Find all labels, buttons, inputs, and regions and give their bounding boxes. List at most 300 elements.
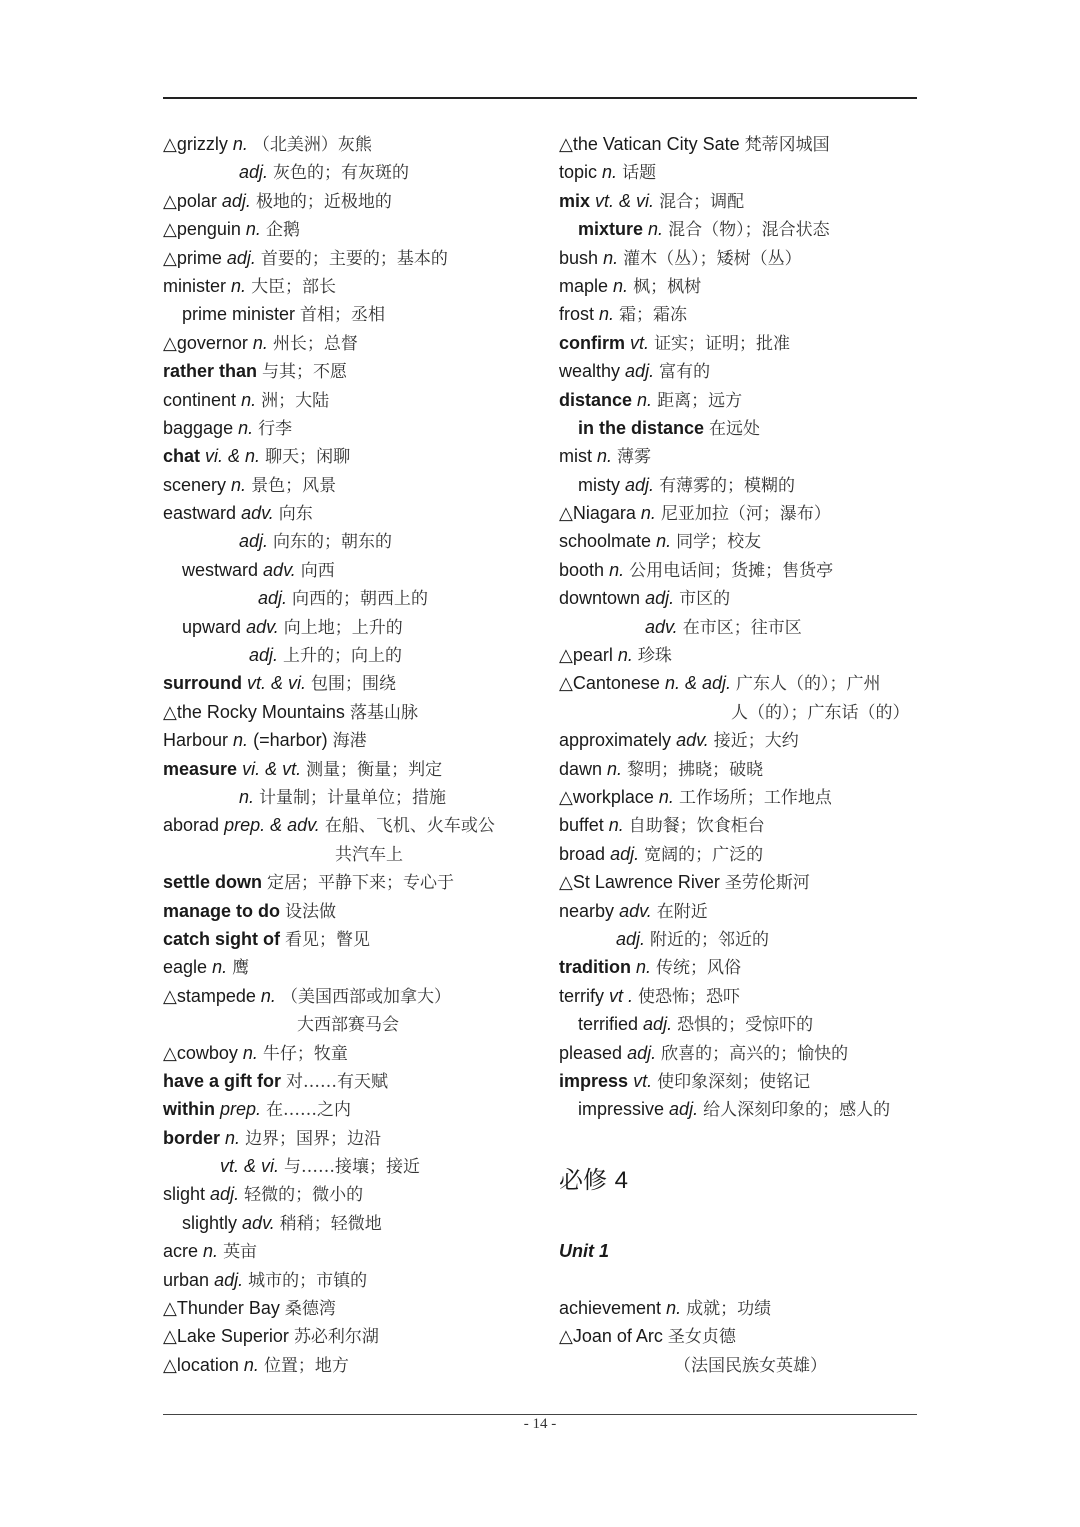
- definition-zh: 在远处: [709, 418, 761, 439]
- headword: △St Lawrence River: [559, 872, 720, 893]
- headword: border: [163, 1127, 221, 1148]
- vocab-entry: [163, 982, 543, 1010]
- definition-zh: 鹰: [232, 958, 250, 979]
- part-of-speech: n.: [225, 1127, 241, 1148]
- headword: surround: [163, 673, 242, 694]
- definition-zh: 使恐怖；恐吓: [638, 986, 741, 1007]
- part-of-speech: adv.: [619, 900, 652, 921]
- definition-zh: 人（的）；广东话（的）: [731, 702, 910, 723]
- definition-zh: 向东的；朝东的: [273, 532, 393, 553]
- definition-zh: （北美洲）灰熊: [252, 135, 372, 155]
- headword: mist: [559, 446, 592, 467]
- headword: rather than: [163, 361, 258, 382]
- definition-zh: 包围；围绕: [311, 674, 397, 695]
- definition-zh: 极地的；近极地的: [255, 191, 392, 212]
- vocab-entry: [559, 527, 939, 555]
- definition-zh: 圣女贞德: [667, 1327, 736, 1348]
- definition-zh: 灰色的；有灰斑的: [273, 163, 410, 184]
- part-of-speech: n.: [241, 389, 257, 410]
- headword: bush: [559, 247, 599, 268]
- definition-zh: 向西: [300, 560, 335, 581]
- vocab-entry: [163, 1294, 543, 1322]
- definition-zh: 在……之内: [266, 1100, 352, 1121]
- part-of-speech: vi. & vt.: [242, 758, 302, 779]
- vocab-entry: [163, 840, 543, 868]
- left-column: [163, 130, 543, 1379]
- vocab-entry: [163, 244, 543, 272]
- part-of-speech: n.: [607, 758, 623, 779]
- spacer: [559, 1209, 939, 1237]
- definition-zh: 市区的: [679, 589, 731, 610]
- part-of-speech: adj.: [616, 928, 646, 949]
- vocab-entry: [559, 613, 939, 641]
- vocab-entry: [559, 357, 939, 385]
- headword: confirm: [559, 332, 626, 353]
- part-of-speech: adv.: [263, 559, 296, 580]
- headword: pleased: [559, 1042, 623, 1063]
- definition-zh: 证实；证明；批准: [654, 333, 791, 354]
- part-of-speech: n.: [212, 957, 228, 978]
- headword: aborad: [163, 815, 220, 836]
- vocab-entry: [559, 868, 939, 896]
- headword: upward: [182, 616, 242, 637]
- vocab-entry: [163, 1180, 543, 1208]
- part-of-speech: adj.: [625, 474, 655, 495]
- headword: urban: [163, 1269, 210, 1290]
- part-of-speech: n.: [242, 1042, 258, 1063]
- definition-zh: 黎明；拂晓；破晓: [627, 759, 764, 780]
- part-of-speech: adj.: [239, 531, 269, 552]
- vocab-entry: [163, 1095, 543, 1123]
- headword: achievement: [559, 1298, 662, 1319]
- headword: terrify: [559, 985, 604, 1006]
- vocab-entry: [163, 300, 543, 328]
- vocab-entry: [163, 556, 543, 584]
- definition-zh: 与其；不愿: [262, 362, 348, 383]
- part-of-speech: vt .: [609, 985, 634, 1006]
- part-of-speech: prep.: [220, 1099, 262, 1120]
- part-of-speech: adv.: [241, 503, 274, 524]
- headword: manage to do: [163, 900, 281, 921]
- definition-zh: 灌木（丛）；矮树（丛）: [623, 248, 802, 269]
- definition-zh: 定居；平静下来；专心于: [267, 873, 455, 894]
- vocab-entry: [559, 386, 939, 414]
- part-of-speech: adj.: [226, 247, 256, 268]
- headword: within: [163, 1099, 215, 1120]
- definition-zh: 工作场所；工作地点: [678, 787, 832, 808]
- headword: △prime: [163, 247, 222, 268]
- part-of-speech: n.: [232, 134, 248, 154]
- headword: booth: [559, 559, 605, 580]
- variant-spelling: (=harbor): [253, 730, 328, 751]
- definition-zh: 附近的；邻近的: [650, 929, 770, 950]
- part-of-speech: n.: [233, 730, 249, 751]
- part-of-speech: n.: [239, 786, 255, 807]
- vocab-entry: [559, 982, 939, 1010]
- vocab-entry: [163, 329, 543, 357]
- definition-zh: 使印象深刻；使铭记: [657, 1071, 811, 1092]
- part-of-speech: n.: [609, 559, 625, 580]
- section-heading-zh: 必修: [559, 1166, 607, 1195]
- vocab-entry: [163, 925, 543, 953]
- part-of-speech: n.: [666, 1298, 682, 1319]
- vocab-entry: [559, 130, 939, 158]
- vocab-entry: [163, 1351, 543, 1379]
- definition-zh: 首相；丞相: [300, 305, 386, 326]
- definition-zh: 向西的；朝西上的: [292, 589, 429, 610]
- part-of-speech: n.: [245, 219, 261, 240]
- part-of-speech: n.: [637, 389, 653, 410]
- definition-zh: 混合；调配: [659, 191, 745, 212]
- headword: △Joan of Arc: [559, 1326, 663, 1347]
- vocab-entry: [559, 1351, 939, 1379]
- headword: slight: [163, 1184, 206, 1205]
- definition-zh: 边界；国界；边沿: [245, 1128, 382, 1149]
- part-of-speech: n.: [231, 474, 247, 495]
- definition-zh: 有薄雾的；模糊的: [659, 475, 796, 496]
- vocab-entry: [559, 329, 939, 357]
- section-heading-number: 4: [614, 1167, 628, 1195]
- vocab-entry: [163, 442, 543, 470]
- headword: baggage: [163, 417, 234, 438]
- definition-zh: 城市的；市镇的: [248, 1270, 368, 1291]
- spacer: [559, 1124, 939, 1152]
- vocab-entry: [559, 953, 939, 981]
- headword: measure: [163, 758, 238, 779]
- headword: △Niagara: [559, 503, 636, 524]
- definition-zh: 在市区；往市区: [682, 617, 802, 638]
- definition-zh: 富有的: [659, 362, 711, 383]
- definition-zh: 轻微的；微小的: [244, 1185, 364, 1206]
- headword: eagle: [163, 957, 208, 978]
- vocab-entry: [559, 811, 939, 839]
- definition-zh: 大西部赛马会: [297, 1015, 399, 1036]
- definition-zh: 薄雾: [617, 447, 652, 468]
- headword: △governor: [163, 332, 248, 353]
- definition-zh: 恐惧的；受惊吓的: [677, 1015, 814, 1036]
- definition-zh: 枫；枫树: [633, 276, 702, 297]
- part-of-speech: n.: [260, 985, 276, 1006]
- definition-zh: 洲；大陆: [261, 390, 330, 411]
- vocab-entry: [163, 215, 543, 243]
- headword: impress: [559, 1070, 629, 1091]
- part-of-speech: adj.: [214, 1269, 244, 1290]
- part-of-speech: adv.: [645, 616, 678, 637]
- definition-zh: 接近；大约: [713, 731, 799, 752]
- vocab-entry: [163, 613, 543, 641]
- part-of-speech: n.: [231, 275, 247, 296]
- definition-zh: 话题: [622, 163, 657, 184]
- vocab-entry: [559, 783, 939, 811]
- headword: △penguin: [163, 219, 241, 240]
- definition-zh: 苏必利尔湖: [293, 1327, 379, 1348]
- definition-zh: 广东人（的）；广州: [736, 674, 881, 695]
- headword: △Thunder Bay: [163, 1298, 280, 1319]
- headword: nearby: [559, 900, 615, 921]
- headword: chat: [163, 446, 201, 467]
- definition-zh: 计量制；计量单位；措施: [259, 787, 447, 808]
- footer-rule: [163, 1414, 917, 1415]
- definition-zh: 大臣；部长: [251, 276, 337, 297]
- vocab-entry: [163, 783, 543, 811]
- headword: buffet: [559, 815, 604, 836]
- vocab-entry: [163, 1322, 543, 1350]
- definition-zh: 对……有天赋: [286, 1071, 389, 1092]
- definition-zh: 海港: [332, 731, 367, 752]
- definition-zh: 向上地；上升的: [283, 617, 403, 638]
- vocab-entry: [163, 726, 543, 754]
- part-of-speech: vi. & n.: [205, 446, 261, 467]
- part-of-speech: n.: [636, 957, 652, 978]
- headword: △grizzly: [163, 134, 228, 154]
- headword: minister: [163, 275, 227, 296]
- vocab-group-unit1: [559, 1294, 939, 1379]
- definition-zh: 景色；风景: [251, 475, 337, 496]
- vocab-entry: [559, 1095, 939, 1123]
- headword: slightly: [182, 1212, 238, 1233]
- vocab-entry: [559, 669, 939, 697]
- spacer: [559, 1266, 939, 1294]
- headword: △workplace: [559, 786, 654, 807]
- headword: mixture: [578, 219, 644, 240]
- part-of-speech: adj.: [669, 1099, 699, 1120]
- headword: continent: [163, 389, 237, 410]
- headword: △the Vatican City Sate: [559, 134, 740, 154]
- definition-zh: 企鹅: [265, 220, 300, 241]
- vocab-entry: [559, 698, 939, 726]
- vocab-entry: [163, 414, 543, 442]
- headword: Harbour: [163, 730, 229, 751]
- vocab-entry: [559, 584, 939, 612]
- part-of-speech: vt.: [630, 332, 650, 353]
- vocab-entry: [163, 641, 543, 669]
- definition-zh: 牛仔；牧童: [262, 1043, 348, 1064]
- headword: acre: [163, 1241, 199, 1262]
- definition-zh: 距离；远方: [657, 390, 743, 411]
- part-of-speech: adv.: [676, 730, 709, 751]
- part-of-speech: adj.: [258, 588, 288, 609]
- vocab-entry: [559, 1294, 939, 1322]
- vocab-entry: [163, 527, 543, 555]
- definition-zh: 上升的；向上的: [283, 646, 403, 667]
- part-of-speech: adj.: [627, 1042, 657, 1063]
- definition-zh: 霜；霜冻: [619, 305, 688, 326]
- vocab-entry: [559, 471, 939, 499]
- headword: westward: [182, 559, 259, 580]
- vocab-entry: [559, 187, 939, 215]
- headword: maple: [559, 275, 609, 296]
- definition-zh: 传统；风俗: [656, 958, 742, 979]
- headword: in the distance: [578, 417, 705, 438]
- definition-zh: 共汽车上: [335, 844, 403, 865]
- headword: broad: [559, 843, 606, 864]
- vocab-entry: [559, 300, 939, 328]
- vocab-entry: [559, 499, 939, 527]
- headword: △polar: [163, 190, 217, 211]
- part-of-speech: n.: [238, 417, 254, 438]
- headword: terrified: [578, 1014, 639, 1035]
- part-of-speech: adj.: [210, 1184, 240, 1205]
- vocab-entry: [559, 840, 939, 868]
- vocab-entry: [163, 584, 543, 612]
- definition-zh: 落基山脉: [349, 702, 418, 723]
- vocab-entry: [163, 158, 543, 186]
- definition-zh: 首要的；主要的；基本的: [260, 248, 448, 269]
- definition-zh: 给人深刻印象的；感人的: [703, 1100, 891, 1121]
- part-of-speech: n.: [640, 503, 656, 524]
- part-of-speech: adj.: [610, 843, 640, 864]
- part-of-speech: n.: [603, 247, 619, 268]
- vocab-entry: [163, 272, 543, 300]
- vocab-entry: [163, 897, 543, 925]
- vocab-entry: [163, 1124, 543, 1152]
- part-of-speech: vt. & vi.: [247, 673, 307, 694]
- part-of-speech: n.: [599, 304, 615, 325]
- vocab-entry: [163, 953, 543, 981]
- headword: △location: [163, 1354, 239, 1375]
- vocab-entry: [163, 386, 543, 414]
- part-of-speech: adv.: [246, 616, 279, 637]
- part-of-speech: n. & adj.: [664, 673, 731, 694]
- part-of-speech: n.: [203, 1241, 219, 1262]
- part-of-speech: adj.: [221, 190, 251, 211]
- definition-zh: （美国西部或加拿大）: [280, 986, 451, 1007]
- headword: catch sight of: [163, 928, 281, 949]
- part-of-speech: vt. & vi.: [595, 190, 655, 211]
- vocab-entry: [559, 442, 939, 470]
- definition-zh: 同学；校友: [676, 532, 762, 553]
- headword: downtown: [559, 588, 641, 609]
- definition-zh: 公用电话间；货摊；售货亭: [629, 560, 834, 581]
- headword: wealthy: [559, 361, 621, 382]
- part-of-speech: prep. & adv.: [224, 815, 320, 836]
- vocab-entry: [559, 1067, 939, 1095]
- definition-zh: 与……接壤；接近: [284, 1157, 421, 1178]
- vocab-entry: [163, 1067, 543, 1095]
- definition-zh: 梵蒂冈城国: [744, 135, 830, 155]
- headword: △Cantonese: [559, 673, 660, 694]
- part-of-speech: n.: [658, 786, 674, 807]
- definition-zh: 宽阔的；广泛的: [644, 844, 764, 865]
- definition-zh: 州长；总督: [272, 333, 358, 354]
- part-of-speech: vt.: [633, 1070, 653, 1091]
- headword: settle down: [163, 872, 263, 893]
- right-column: [559, 130, 939, 1379]
- definition-zh: 欣喜的；高兴的；愉快的: [661, 1043, 849, 1064]
- unit-label: Unit 1: [559, 1241, 610, 1262]
- vocab-entry: [163, 187, 543, 215]
- definition-zh: 混合（物）；混合状态: [668, 220, 830, 241]
- headword: △Lake Superior: [163, 1326, 289, 1347]
- vocab-entry: [163, 1010, 543, 1038]
- part-of-speech: n.: [252, 332, 268, 353]
- section-heading: [559, 1152, 939, 1209]
- definition-zh: （法国民族女英雄）: [674, 1355, 827, 1376]
- definition-zh: 设法做: [285, 901, 337, 922]
- definition-zh: 看见；瞥见: [285, 929, 371, 950]
- headword: tradition: [559, 957, 631, 978]
- part-of-speech: n.: [597, 446, 613, 467]
- headword: schoolmate: [559, 531, 652, 552]
- part-of-speech: adj.: [249, 645, 279, 666]
- headword: eastward: [163, 503, 237, 524]
- definition-zh: 成就；功绩: [686, 1299, 772, 1320]
- headword: impressive: [578, 1099, 665, 1120]
- headword: approximately: [559, 730, 672, 751]
- vocab-entry: [163, 1237, 543, 1265]
- headword: △pearl: [559, 645, 613, 666]
- definition-zh: 尼亚加拉（河；瀑布）: [660, 504, 831, 525]
- part-of-speech: adj.: [645, 588, 675, 609]
- part-of-speech: n.: [243, 1354, 259, 1375]
- vocab-entry: [559, 272, 939, 300]
- headword: mix: [559, 190, 591, 211]
- vocab-entry: [163, 811, 543, 839]
- definition-zh: 英亩: [223, 1242, 258, 1263]
- vocab-entry: [559, 158, 939, 186]
- definition-zh: 行李: [258, 418, 293, 439]
- definition-zh: 位置；地方: [263, 1355, 349, 1376]
- headword: △the Rocky Mountains: [163, 701, 345, 722]
- vocab-entry: [163, 1152, 543, 1180]
- vocab-entry: [559, 925, 939, 953]
- header-rule: [163, 97, 917, 99]
- headword: distance: [559, 389, 633, 410]
- part-of-speech: n.: [648, 219, 664, 240]
- headword: △cowboy: [163, 1042, 238, 1063]
- page-number: - 14 -: [523, 1416, 557, 1432]
- definition-zh: 在船、飞机、火车或公: [324, 816, 495, 837]
- headword: topic: [559, 162, 598, 183]
- vocab-entry: [163, 1209, 543, 1237]
- vocab-entry: [559, 244, 939, 272]
- vocab-entry: [559, 755, 939, 783]
- part-of-speech: n.: [617, 645, 633, 666]
- part-of-speech: vt. & vi.: [220, 1156, 280, 1177]
- definition-zh: 桑德湾: [284, 1299, 336, 1320]
- headword: have a gift for: [163, 1070, 282, 1091]
- vocab-entry: [559, 726, 939, 754]
- part-of-speech: adj.: [643, 1014, 673, 1035]
- part-of-speech: adj.: [239, 162, 269, 183]
- vocab-entry: [163, 868, 543, 896]
- vocab-entry: [559, 414, 939, 442]
- definition-zh: 圣劳伦斯河: [724, 873, 810, 894]
- vocab-entry: [163, 698, 543, 726]
- vocab-entry: [163, 755, 543, 783]
- vocab-entry: [559, 897, 939, 925]
- part-of-speech: adv.: [242, 1212, 275, 1233]
- headword: prime minister: [182, 304, 296, 325]
- headword: △stampede: [163, 985, 256, 1006]
- vocab-entry: [163, 471, 543, 499]
- vocab-entry: [163, 1039, 543, 1067]
- headword: misty: [578, 474, 620, 495]
- headword: scenery: [163, 474, 227, 495]
- part-of-speech: n.: [608, 815, 624, 836]
- definition-zh: 测量；衡量；判定: [306, 759, 443, 780]
- vocab-entry: [559, 1039, 939, 1067]
- definition-zh: 稍稍；轻微地: [279, 1213, 382, 1234]
- vocab-entry: [163, 357, 543, 385]
- definition-zh: 在附近: [656, 901, 708, 922]
- part-of-speech: adj.: [625, 361, 655, 382]
- vocab-entry: [163, 1266, 543, 1294]
- vocab-entry: [163, 499, 543, 527]
- headword: dawn: [559, 758, 603, 779]
- definition-zh: 自助餐；饮食柜台: [628, 816, 765, 837]
- vocab-entry: [559, 556, 939, 584]
